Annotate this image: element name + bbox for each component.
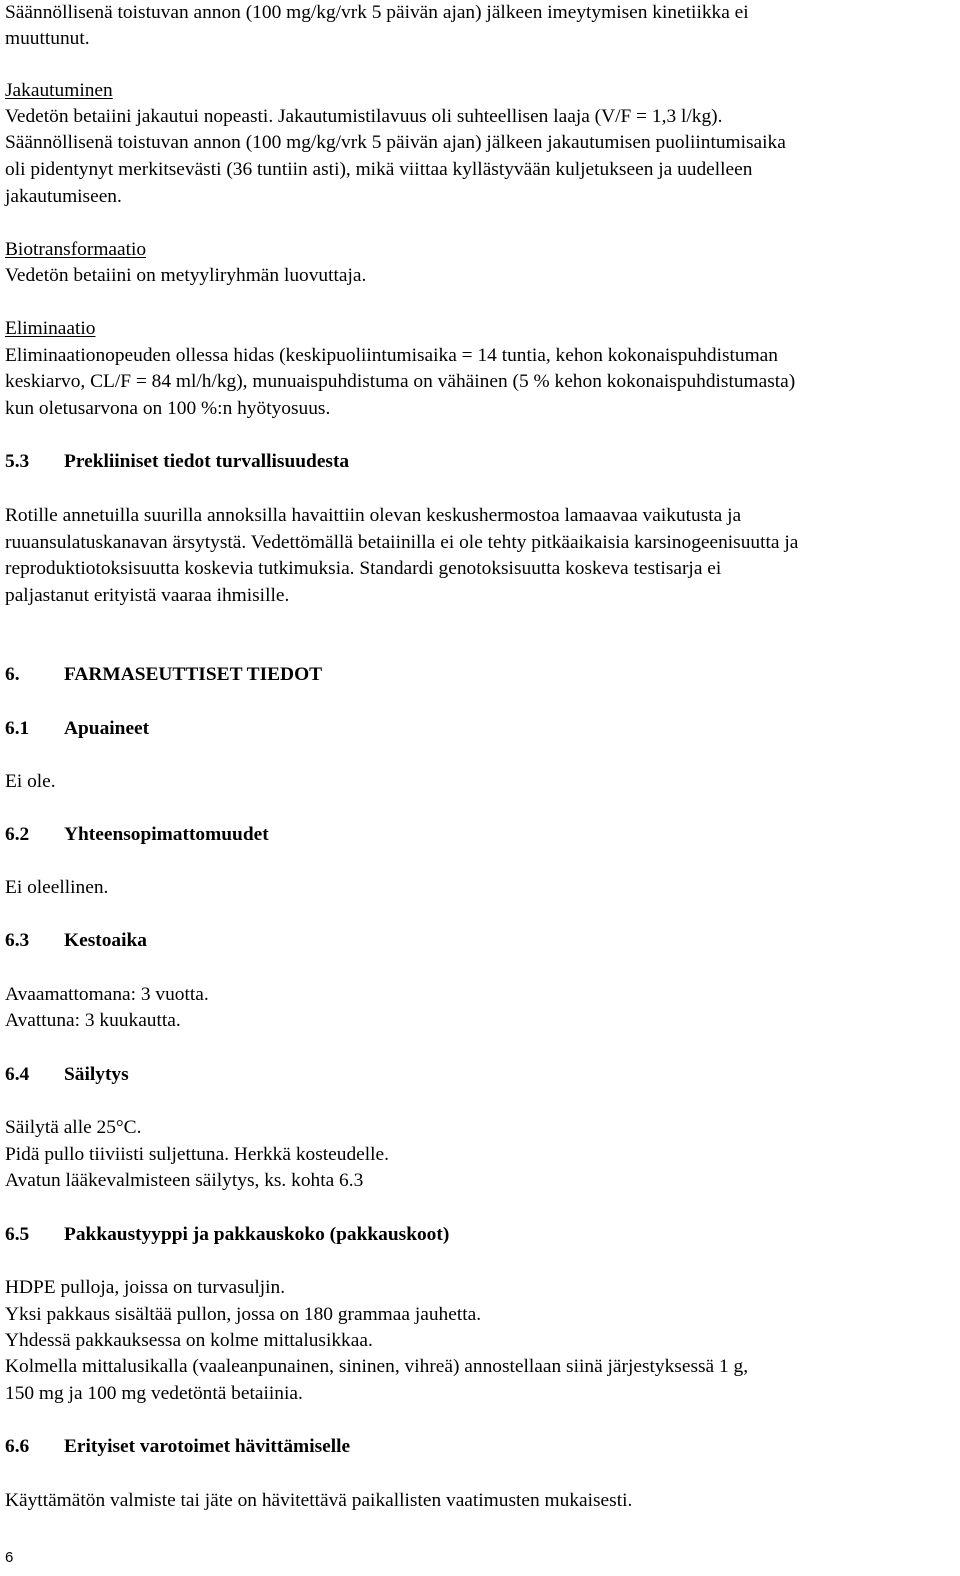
section-6-3-line-1: Avaamattomana: 3 vuotta. bbox=[5, 984, 209, 1005]
section-title: Kestoaika bbox=[64, 930, 147, 951]
section-title: Yhteensopimattomuudet bbox=[64, 824, 269, 845]
section-6-2-heading bbox=[5, 822, 269, 848]
section-5-3-line-2: ruuansulatuskanavan ärsytystä. Vedettömällä betaiinilla ei ole tehty pitkäaikaisia karsinogeenisuutta ja bbox=[5, 532, 799, 553]
section-5-3-line-3: reproduktiotoksisuutta koskevia tutkimuksia. Standardi genotoksisuutta koskeva testisarja ei bbox=[5, 558, 722, 579]
section-6-5-line-5: 150 mg ja 100 mg vedetöntä betaiinia. bbox=[5, 1383, 303, 1404]
section-6-3-heading bbox=[5, 928, 147, 954]
biotransformaatio-heading: Biotransformaatio bbox=[5, 239, 147, 260]
intro-line-1: Säännöllisenä toistuvan annon (100 mg/kg/vrk 5 päivän ajan) jälkeen imeytymisen kinetiikka ei bbox=[5, 2, 749, 23]
jakautuminen-line-4: jakautumiseen. bbox=[5, 186, 122, 207]
jakautuminen-heading: Jakautuminen bbox=[5, 80, 113, 101]
section-6-2-line-1: Ei oleellinen. bbox=[5, 877, 109, 898]
jakautuminen-line-1: Vedetön betaiini jakautui nopeasti. Jakautumistilavuus oli suhteellisen laaja (V/F = 1,3 l/kg). bbox=[5, 106, 723, 127]
eliminaatio-line-2: keskiarvo, CL/F = 84 ml/h/kg), munuaispuhdistuma on vähäinen (5 % kehon kokonaispuhdistumasta) bbox=[5, 371, 796, 392]
section-title: Pakkaustyyppi ja pakkauskoko (pakkauskoot) bbox=[64, 1224, 450, 1245]
section-6-6-heading bbox=[5, 1434, 350, 1460]
section-title: Säilytys bbox=[64, 1064, 129, 1085]
eliminaatio-line-3: kun oletusarvona on 100 %:n hyötyosuus. bbox=[5, 398, 331, 419]
section-6-5-heading bbox=[5, 1222, 449, 1248]
jakautuminen-line-3: oli pidentynyt merkitsevästi (36 tuntiin asti), mikä viittaa kyllästyvään kuljetukseen ja uudelleen bbox=[5, 159, 753, 180]
section-number: 6.3 bbox=[5, 930, 30, 951]
section-number: 6.2 bbox=[5, 824, 30, 845]
section-6-5-line-2: Yksi pakkaus sisältää pullon, jossa on 180 grammaa jauhetta. bbox=[5, 1304, 482, 1325]
section-number: 6.4 bbox=[5, 1064, 30, 1085]
section-title: Apuaineet bbox=[64, 718, 150, 739]
section-number: 6.5 bbox=[5, 1224, 30, 1245]
section-6-1-line-1: Ei ole. bbox=[5, 771, 56, 792]
eliminaatio-heading: Eliminaatio bbox=[5, 318, 96, 339]
section-5-3-line-4: paljastanut erityistä vaaraa ihmisille. bbox=[5, 585, 290, 606]
section-6-1-heading bbox=[5, 716, 149, 742]
jakautuminen-line-2: Säännöllisenä toistuvan annon (100 mg/kg/vrk 5 päivän ajan) jälkeen jakautumisen puoliintumisaika bbox=[5, 132, 786, 153]
section-6-5-line-1: HDPE pulloja, joissa on turvasuljin. bbox=[5, 1277, 286, 1298]
section-6-3-line-2: Avattuna: 3 kuukautta. bbox=[5, 1010, 181, 1031]
section-number: 6. bbox=[5, 664, 20, 685]
section-6-5-line-3: Yhdessä pakkauksessa on kolme mittalusikkaa. bbox=[5, 1330, 373, 1351]
biotransformaatio-line-1: Vedetön betaiini on metyyliryhmän luovuttaja. bbox=[5, 265, 367, 286]
section-number: 5.3 bbox=[5, 451, 30, 472]
section-title: Erityiset varotoimet hävittämiselle bbox=[64, 1436, 351, 1457]
section-6-4-heading bbox=[5, 1062, 129, 1088]
page-number: 6 bbox=[5, 1549, 14, 1566]
section-6-4-line-1: Säilytä alle 25°C. bbox=[5, 1117, 142, 1138]
section-5-3-heading bbox=[5, 449, 349, 475]
section-6-heading bbox=[5, 662, 322, 688]
eliminaatio-line-1: Eliminaationopeuden ollessa hidas (keskipuoliintumisaika = 14 tuntia, kehon kokonaispuhdistuman bbox=[5, 345, 778, 366]
section-number: 6.6 bbox=[5, 1436, 30, 1457]
section-6-4-line-3: Avatun lääkevalmisteen säilytys, ks. kohta 6.3 bbox=[5, 1170, 364, 1191]
section-number: 6.1 bbox=[5, 718, 30, 739]
section-6-5-line-4: Kolmella mittalusikalla (vaaleanpunainen, sininen, vihreä) annostellaan siinä järjestyksessä 1 g, bbox=[5, 1356, 749, 1377]
section-5-3-line-1: Rotille annetuilla suurilla annoksilla havaittiin olevan keskushermostoa lamaavaa vaikutusta ja bbox=[5, 505, 742, 526]
section-title: FARMASEUTTISET TIEDOT bbox=[64, 664, 323, 685]
section-6-4-line-2: Pidä pullo tiiviisti suljettuna. Herkkä kosteudelle. bbox=[5, 1144, 389, 1165]
section-6-6-line-1: Käyttämätön valmiste tai jäte on hävitettävä paikallisten vaatimusten mukaisesti. bbox=[5, 1490, 633, 1511]
intro-line-2: muuttunut. bbox=[5, 28, 90, 49]
section-title: Prekliiniset tiedot turvallisuudesta bbox=[64, 451, 350, 472]
